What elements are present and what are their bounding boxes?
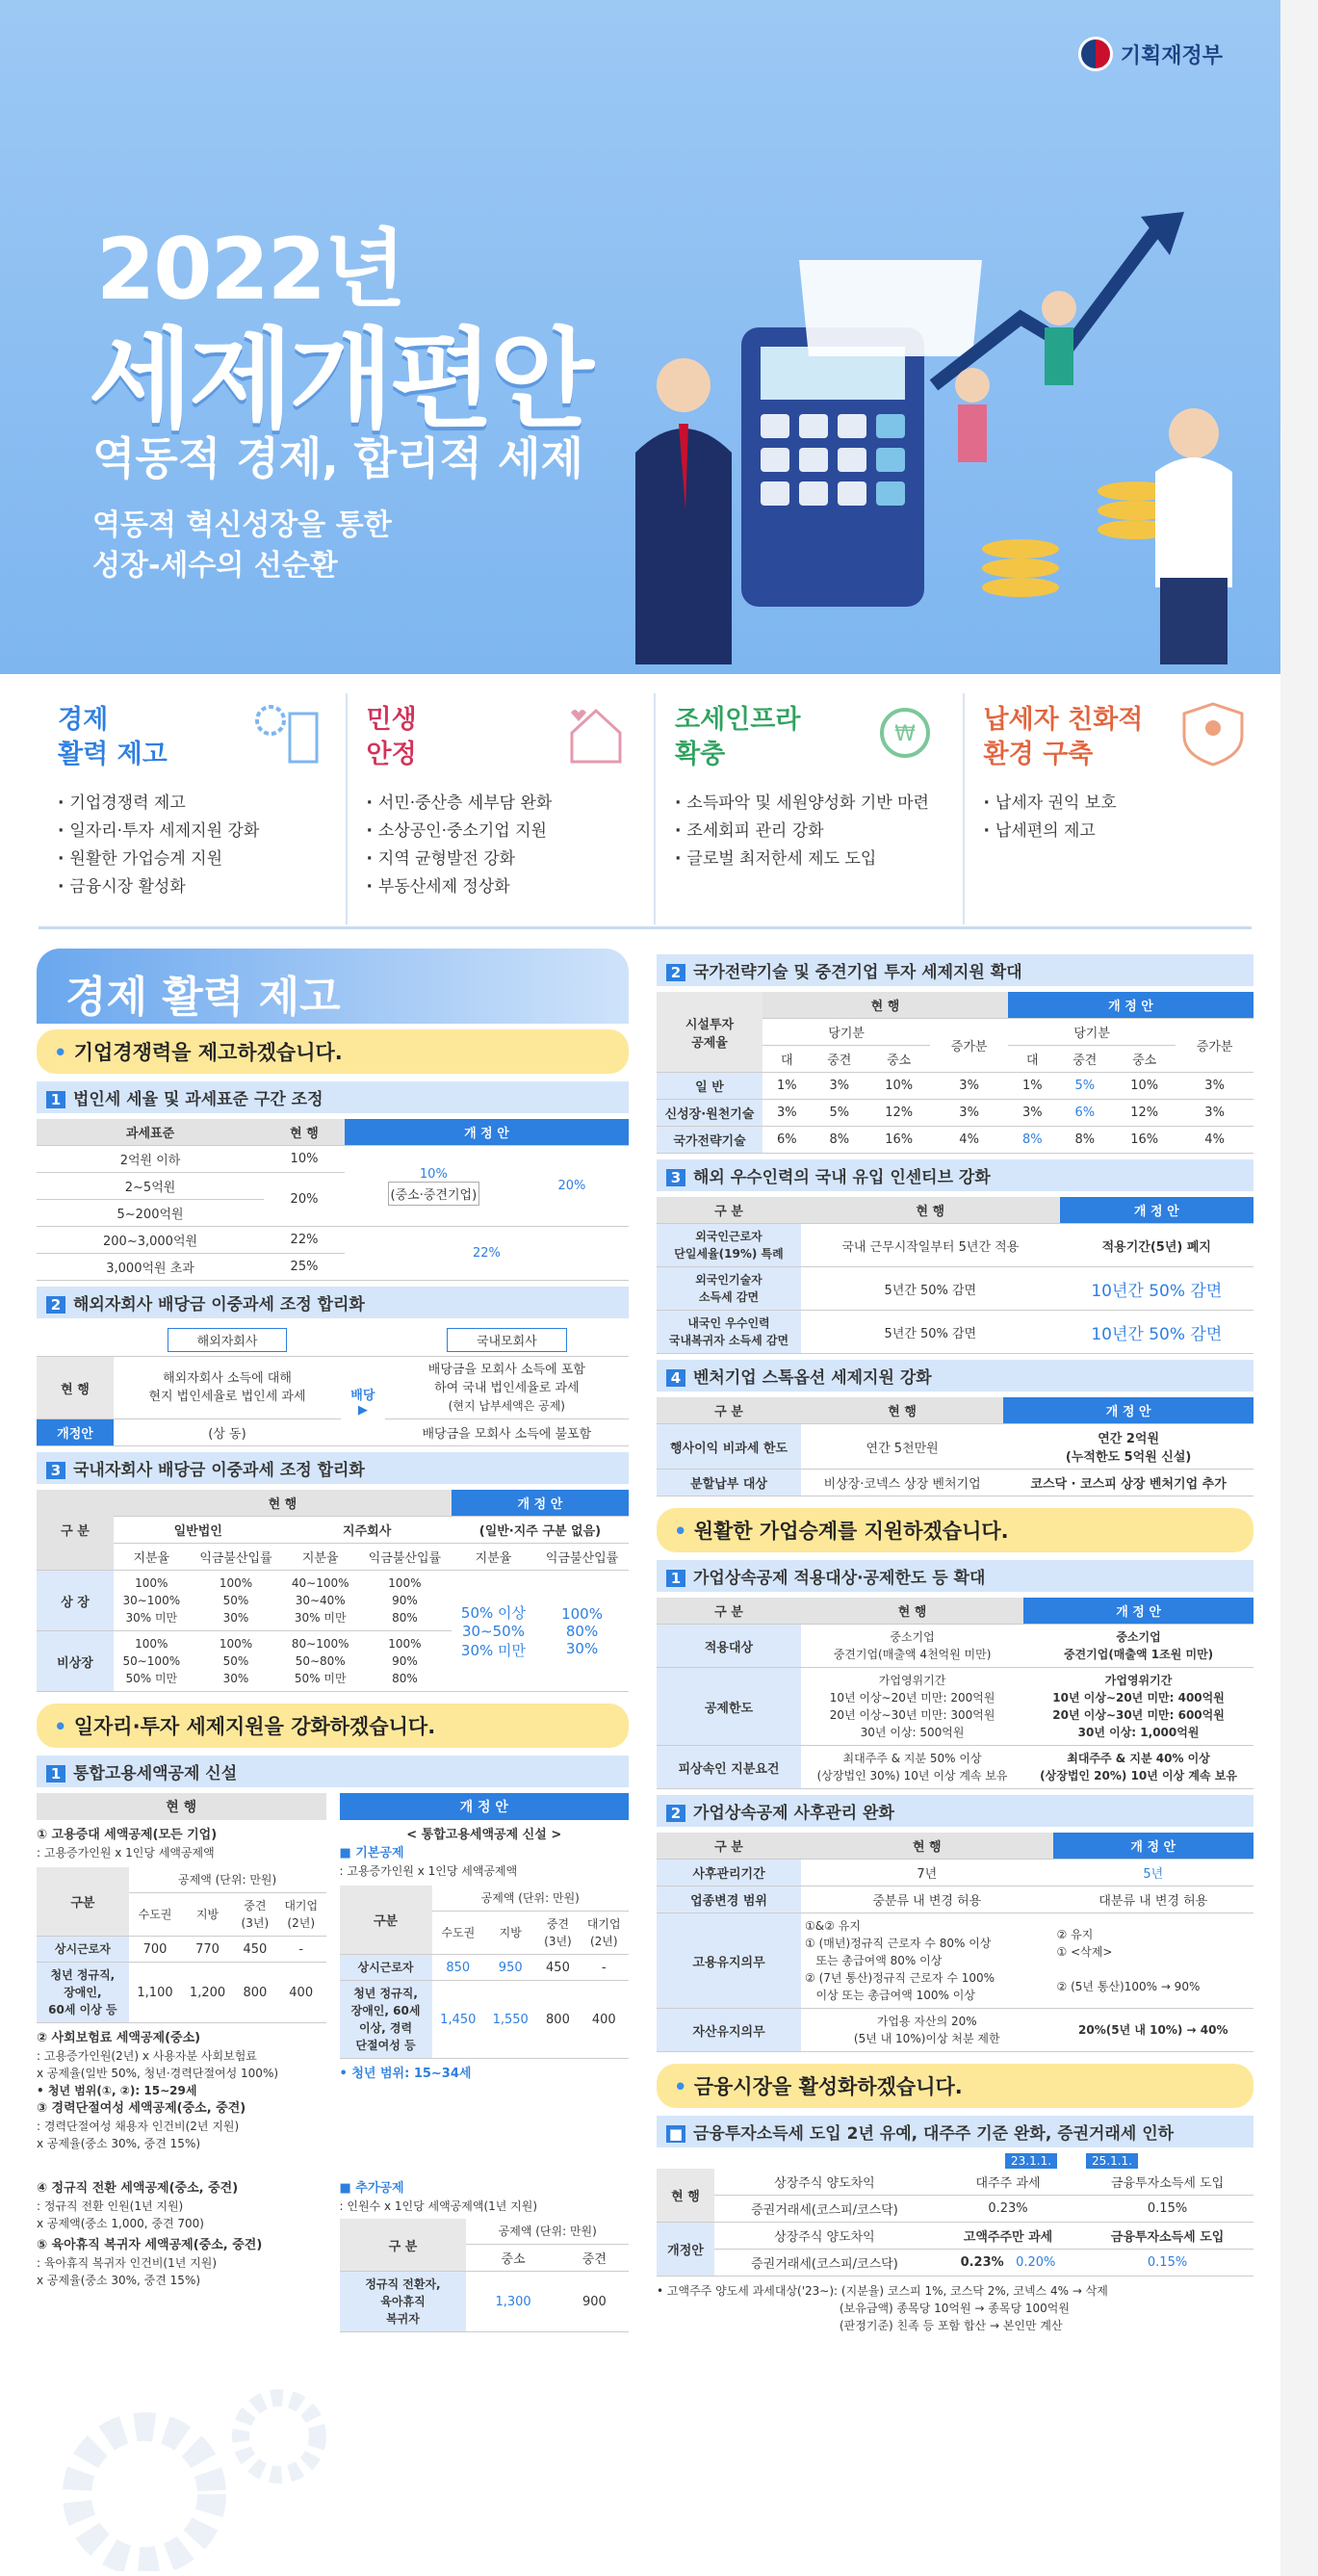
pillar-item: · 지역 균형발전 강화 (367, 846, 635, 873)
pillar-infrastructure (656, 693, 965, 924)
pillar-title: 경제 활력 제고 (58, 705, 168, 769)
hero-banner (0, 0, 1280, 674)
subsection-title: 3 국내자회사 배당금 이중과세 조정 합리화 (37, 1452, 629, 1484)
post-management-table: 구 분 현 행 개 정 안 사후관리기간 7년 5년 업종변경 범위 중분류 내 변경 허용 대분류 내 변경 허용 고용유지의무 ①&② 유지 ① (매년)정규직 근로자 수 80% 이상 또는 총급여액 80% 이상 ② (7년 통산)정규직 근로자 수 100% 이상 또는 총급여액 100% 이상 ② 유지 ① <삭제> ② (5년 통산)100% → 90% 자산유지의무 가업용 자산의 20% (5년 내 10%)이상 처분 제한 20%(5년 내 10%) → 40% (657, 1833, 1253, 2052)
left-column (37, 949, 629, 2332)
section-title: 경제 활력 제고 (65, 973, 341, 1022)
section-banner (37, 949, 629, 1024)
subsection-title: 1 통합고용세액공제 신설 (37, 1756, 629, 1787)
pillar-title: 민생 안정 (366, 705, 417, 769)
right-column (657, 949, 1253, 2334)
domestic-subsidiary-table: 구 분 현 행 개 정 안 일반법인 지주회사 (일반·지주 구분 없음) 지분율 익금불산입률 지분율 익금불산입률 지분율 익금불산입률 상 장 100% 30∼100% 30% 미만 100% 50% 30% 40∼100% 30∼40% 30% 미만 100% 90% 80% 50% 이상 30∼50% 30% 미만 100% 80% 30% 비상장 100% 50∼100% 50% 미만 100% 50% 30% 80∼100% 50∼80% 50% 미만 100% 90% 80% (37, 1490, 629, 1692)
subsection-title: 1 가업상속공제 적용대상·공제한도 등 확대 (657, 1560, 1253, 1592)
subsection-title: ■ 금융투자소득세 도입 2년 유예, 대주주 기준 완화, 증권거래세 인하 (657, 2116, 1253, 2147)
foreign-subsidiary-table: 해외자회사 국내모회사 현 행 해외자회사 소득에 대해 현지 법인세율로 법인세 과세 배당 ▶ 배당금을 모회사 소득에 포함 하여 국내 법인세율로 과세 (현지 납부세액은 공제) 개정안 (상 동) 배당금을 모회사 소득에 불포함 (37, 1324, 629, 1446)
pillar-item: · 소득파악 및 세원양성화 기반 마련 (675, 790, 943, 818)
pillar-item: · 일자리·투자 세제지원 강화 (58, 818, 326, 846)
section-heading: • 원활한 가업승계를 지원하겠습니다. (657, 1508, 1253, 1552)
pillar-item: · 소상공인·중소기업 지원 (367, 818, 635, 846)
hero-title: 세제개편안 (89, 318, 590, 443)
gear-building-icon (249, 699, 326, 767)
hero-illustration (616, 164, 1252, 664)
taegeuk-icon (1078, 37, 1113, 71)
svg-text:₩: ₩ (893, 722, 916, 746)
page-margin (1280, 0, 1318, 2576)
subsection-title: 2 해외자회사 배당금 이중과세 조정 합리화 (37, 1287, 629, 1318)
timeline-dates: 23.1.1. 25.1.1. (657, 2153, 1253, 2169)
pillar-title: 납세자 친화적 환경 구축 (983, 705, 1144, 769)
integrated-employment-credit: 현 행 ① 고용증대 세액공제(모든 기업) : 고용증가인원 x 1인당 세액공제액 구분 공제액 (단위: 만원) 수도권 지방 중견 (3년) 대기업 (2년) 상시근로자 700 770 450 - 청년 정규직, 장애인, 60세 이상 등 1,100 1,200 800 400 ② 사회보험료 세액공제(중소) : 고용증가인원(2년) x 사용자분 사회보험료 x 공제율(일반 50%, 청년·경력단절여성 100%) • 청년 범위(①, ②): 15∼29세 ③ 경력단절여성 세액공제(중소, 중견) : 경력단절여성 채용자 인건비(2년 지원) x 공제율(중소 30%, 중견 15%) 개 정 안 < 통합고용세액공제 신설 > ■ 기본공제 : 고용증가인원 x 1인당 세액공제액 구분 공제액 (단위: 만원) 수도권 지방 중견 (3년) 대기업 (2년) 상시근로자 850 950 450 - 청년 정규직, 장애인, 60세 이상, 경력 단절여성 등 1,450 1,550 800 400 • 청년 범위: 15∼34세 (37, 1793, 629, 2152)
pillar-item: · 금융시장 활성화 (58, 873, 326, 901)
subsection-title: 1 법인세 세율 및 과세표준 구간 조정 (37, 1081, 629, 1113)
subsection-title: 4 벤처기업 스톡옵션 세제지원 강화 (657, 1360, 1253, 1392)
pillar-item: · 서민·중산층 세부담 완화 (367, 790, 635, 818)
financial-tax-table: 현 행 상장주식 양도차익 대주주 과세 금융투자소득세 도입 증권거래세(코스피/코스닥) 0.23% 0.15% 개정안 상장주식 양도차익 고액주주만 과세 금융투자소득세 도입 증권거래세(코스피/코스닥) 0.23% 0.20% 0.15% (657, 2169, 1253, 2277)
investment-credit-table: 시설투자 공제율 현 행 개 정 안 당기분 증가분 당기분 증가분 대 중견 중소 대 중견 중소 일 반 1% 3% 10% 3% 1% 5% 10% 3% 신성장·원천기술 3% 5% 12% 3% 3% 6% 12% 3% 국가전략기술 6% 8% 16% 4% 8% 8% 16% 4% (657, 992, 1253, 1154)
gear-decoration-icon (58, 2379, 347, 2571)
section-heading: • 기업경쟁력을 제고하겠습니다. (37, 1029, 629, 1074)
pillar-livelihood (348, 693, 657, 924)
pillar-item: · 글로벌 최저한세 제도 도입 (675, 846, 943, 873)
pillar-economy (39, 693, 348, 924)
pillar-item: · 기업경쟁력 제고 (58, 790, 326, 818)
hero-year: 2022년 (96, 220, 404, 319)
hero-subtitle: 역동적 경제, 합리적 세제 (92, 432, 583, 484)
pillar-item: · 조세회피 관리 강화 (675, 818, 943, 846)
house-heart-icon (557, 699, 634, 767)
section-heading: • 일자리·투자 세제지원을 강화하겠습니다. (37, 1704, 629, 1748)
pillar-item: · 납세편의 제고 (984, 818, 1253, 846)
pillar-item: · 원활한 가업승계 지원 (58, 846, 326, 873)
ministry-logo (1078, 37, 1223, 71)
stock-option-table: 구 분 현 행 개 정 안 행사이익 비과세 한도 연간 5천만원 연간 2억원 (누적한도 5억원 신설) 분할납부 대상 비상장·코넥스 상장 벤처기업 코스닥 · 코스피 상장 벤처기업 추가 (657, 1397, 1253, 1496)
policy-pillars (39, 693, 1271, 924)
hero-description: 역동적 혁신성장을 통한 성장-세수의 선순환 (92, 508, 392, 583)
divider (39, 926, 1252, 929)
pillar-taxpayer (965, 693, 1272, 924)
footnote: • 고액주주 양도세 과세대상('23∼): (지분율) 코스피 1%, 코스닥 2%, 코넥스 4% → 삭제 (보유금액) 종목당 10억원 → 종목당 100억원 (판정기준) 친족 등 포함 합산 → 본인만 계산 (657, 2284, 1108, 2332)
additional-credit: ④ 정규직 전환 세액공제(중소, 중견) : 정규직 전환 인원(1년 지원) x 공제액(중소 1,000, 중견 700) ⑤ 육아휴직 복귀자 세액공제(중소, 중견) : 육아휴직 복귀자 인건비(1년 지원) x 공제율(중소 30%, 중견 15%) ■ 추가공제 : 인원수 x 1인당 세액공제액(1년 지원) 구 분 공제액 (단위: 만원) 중소 중견 정규직 전환자, 육아휴직 복귀자 1,300 900 (37, 2179, 629, 2332)
section-heading: • 금융시장을 활성화하겠습니다. (657, 2064, 1253, 2108)
talent-incentive-table: 구 분 현 행 개 정 안 외국인근로자 단일세율(19%) 특례 국내 근무시작일부터 5년간 적용 적용기간(5년) 폐지 외국인기술자 소득세 감면 5년간 50% 감면 10년간 50% 감면 내국인 우수인력 국내복귀자 소득세 감면 5년간 50% 감면 10년간 50% 감면 (657, 1197, 1253, 1354)
subsection-title: 2 가업상속공제 사후관리 완화 (657, 1795, 1253, 1827)
inheritance-deduction-table: 구 분 현 행 개 정 안 적용대상 중소기업 중견기업(매출액 4천억원 미만) 중소기업 중견기업(매출액 1조원 미만) 공제한도 가업영위기간 10년 이상∼20년 미만: 200억원 20년 이상∼30년 미만: 300억원 30년 이상: 500억원 가업영위기간 10년 이상∼20년 미만: 400억원 20년 이상∼30년 미만: 600억원 30년 이상: 1,000억원 피상속인 지분요건 최대주주 & 지분 50% 이상 (상장법인 30%) 10년 이상 계속 보유 최대주주 & 지분 40% 이상 (상장법인 20%) 10년 이상 계속 보유 (657, 1598, 1253, 1789)
shield-person-icon (1175, 699, 1252, 767)
pillar-item: · 부동산세제 정상화 (367, 873, 635, 901)
ministry-name: 기획재정부 (1120, 43, 1223, 68)
pillar-item: · 납세자 권익 보호 (984, 790, 1253, 818)
won-coin-icon (866, 699, 943, 767)
pillar-title: 조세인프라 확충 (675, 705, 801, 769)
subsection-title: 3 해외 우수인력의 국내 유입 인센티브 강화 (657, 1159, 1253, 1191)
subsection-title: 2 국가전략기술 및 중견기업 투자 세제지원 확대 (657, 954, 1253, 986)
corporate-tax-table: 과세표준 현 행 개 정 안 2억원 이하 10% 10% (중소·중견기업) 20% 2∼5억원 20% 5∼200억원 200∼3,000억원 22% 22% 3,000억원 초과 25% (37, 1119, 629, 1281)
